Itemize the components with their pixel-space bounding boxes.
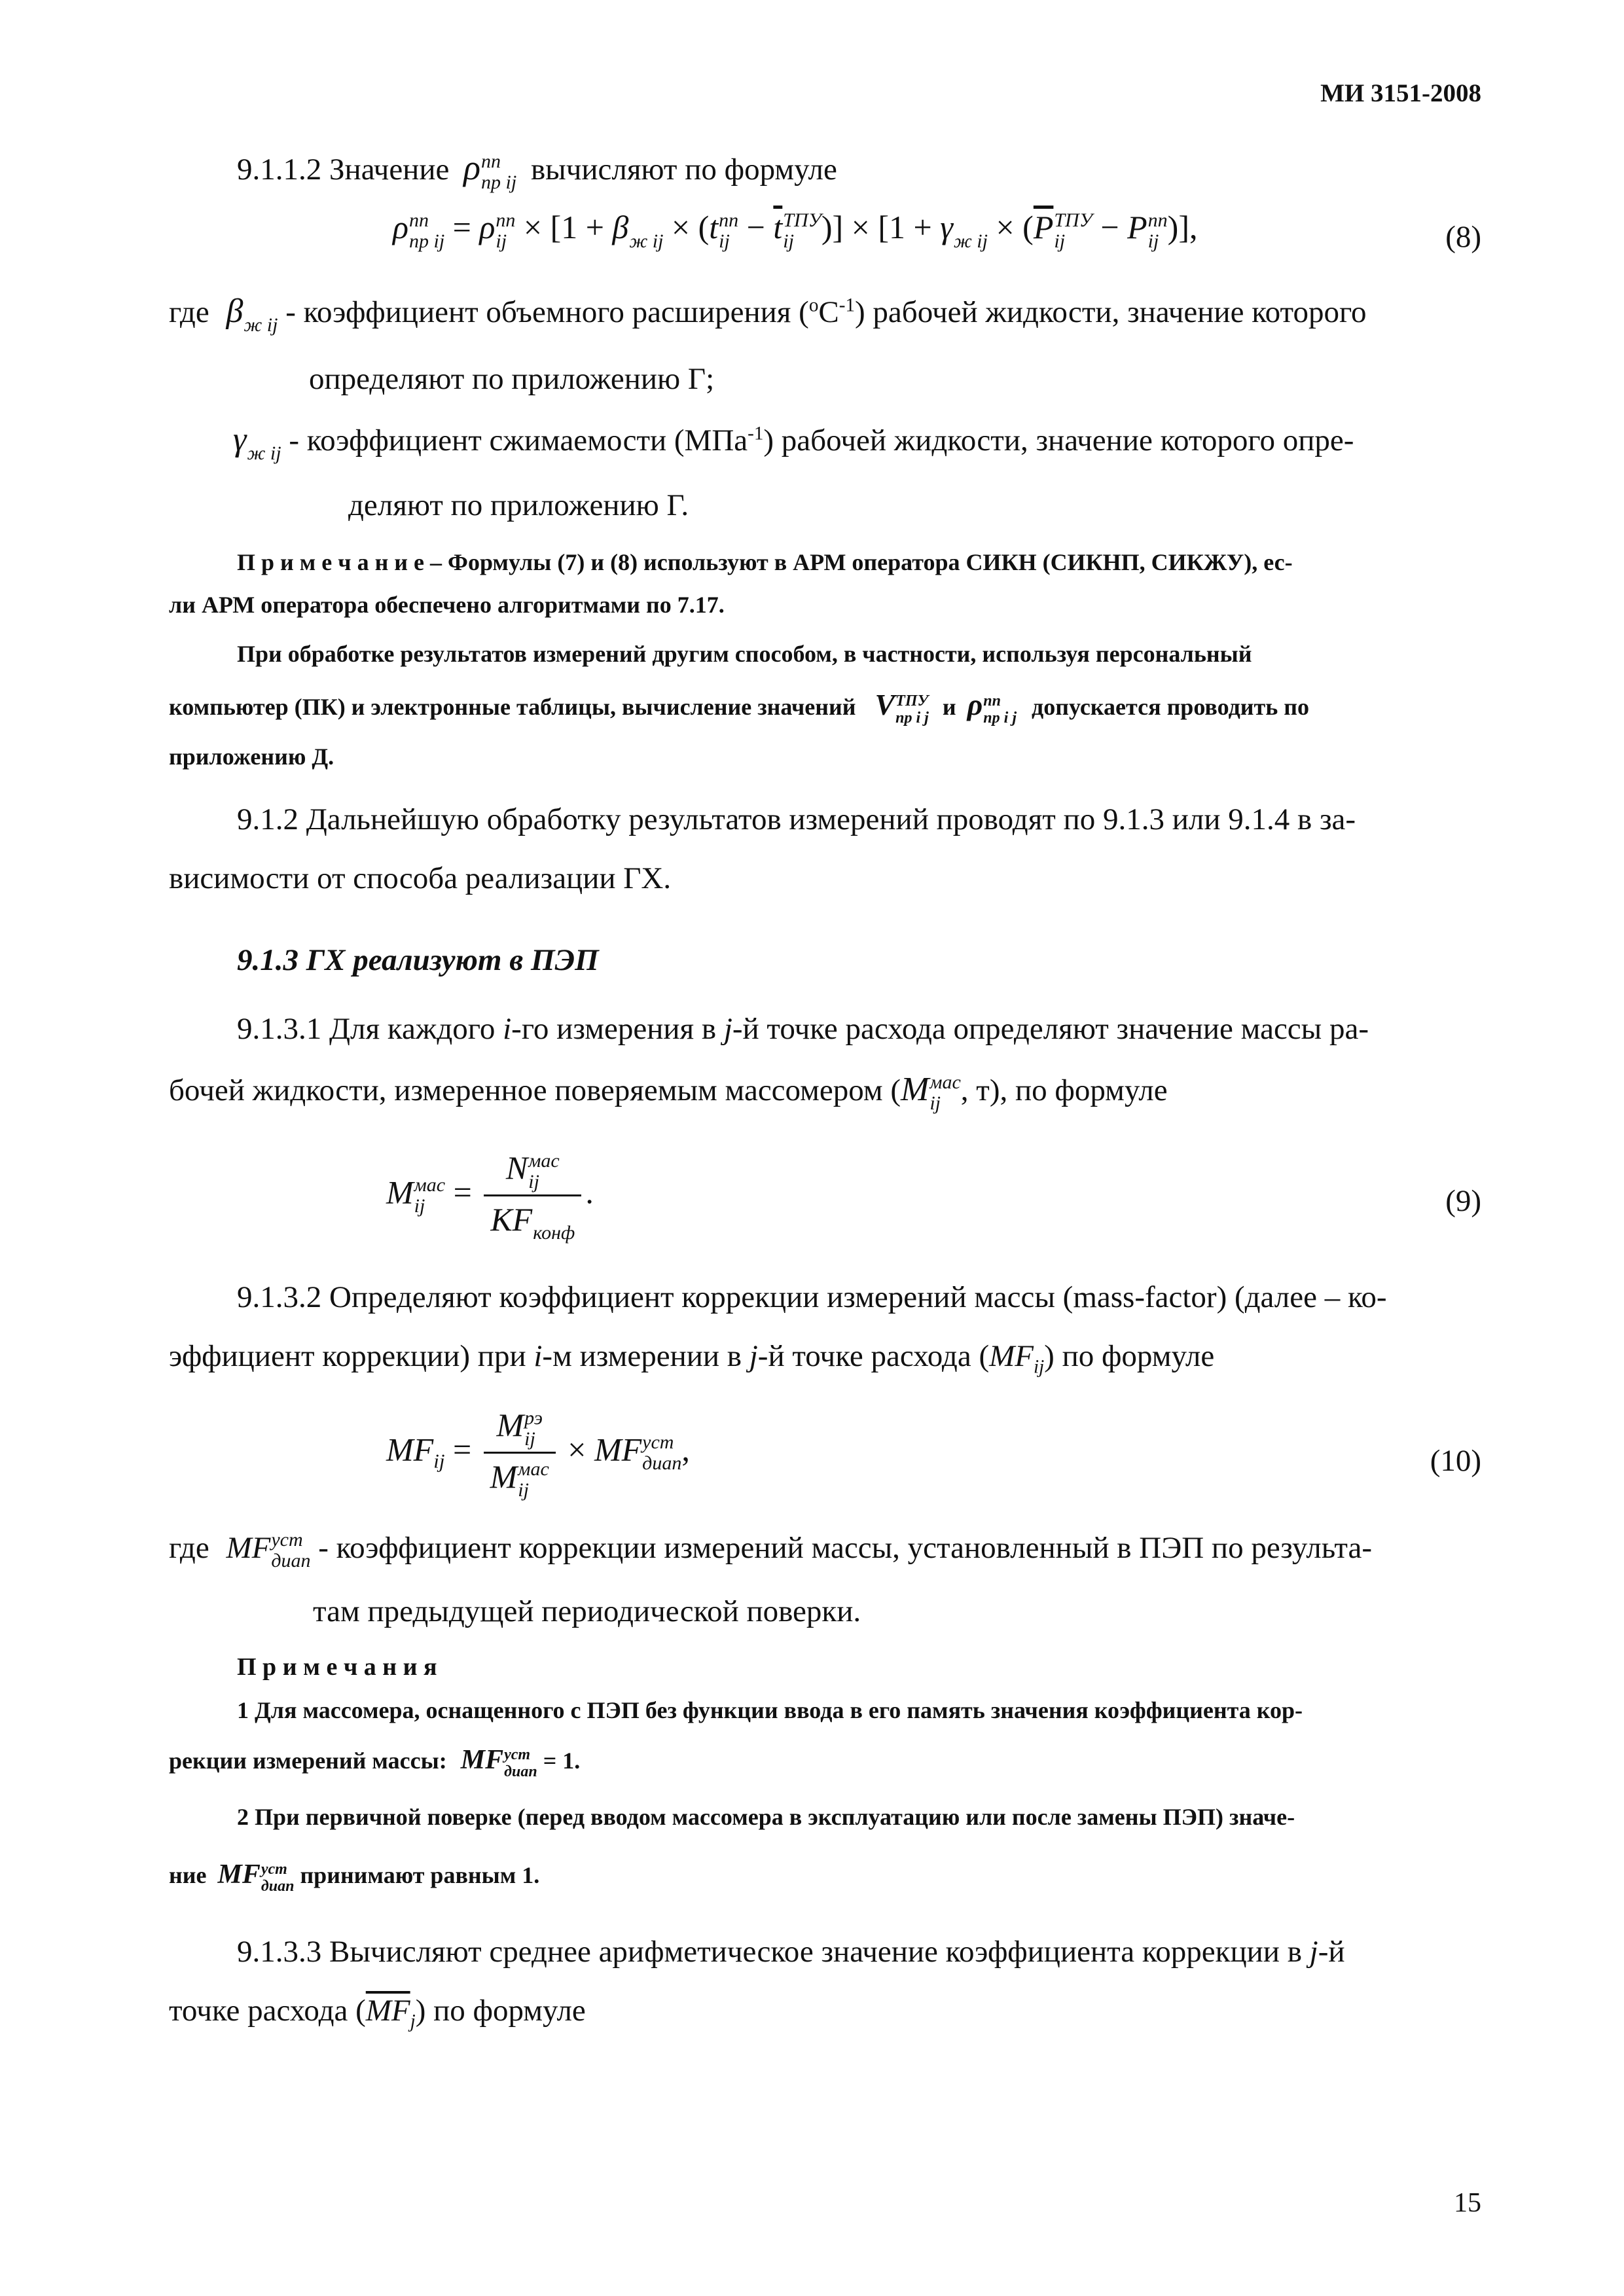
text-a: ние — [169, 1862, 207, 1888]
note2-1-line1: 1 Для массомера, оснащенного с ПЭП без функции ввода в его память значения коэффициента кор- — [237, 1697, 1303, 1723]
section-9-1-3-2-line2: эффициент коррекции) при i-м измерении в j-й точке расхода $(MF_{ij})$ по формуле — [169, 1339, 1215, 1378]
j-variable: j — [749, 1339, 758, 1373]
document-code: МИ 3151-2008 — [1320, 79, 1481, 107]
rho-note-sub: пр i j — [983, 709, 1017, 726]
where-gamma-line — [233, 420, 1354, 463]
rho-sub: пр ij — [481, 171, 517, 194]
f9-lhs: M — [386, 1174, 414, 1211]
beta-desc-b: ) рабочей жидкости, значение которого — [855, 295, 1367, 329]
mf-mean-sub: j — [410, 2011, 416, 2032]
mf-sup: уст — [261, 1860, 287, 1878]
formula-10-number: (10) — [1430, 1444, 1481, 1478]
text-b: , т), по формуле — [960, 1073, 1168, 1107]
text-b: принимают равным 1. — [300, 1862, 540, 1888]
f10-den: M — [490, 1458, 518, 1495]
beta-unit-sup: o — [808, 295, 819, 316]
mf-sup: уст — [271, 1529, 303, 1551]
note1-line1 — [237, 548, 1293, 576]
f9-fraction — [484, 1149, 581, 1243]
tail-text: вычисляют по формуле — [530, 152, 837, 187]
mf-sub: диап — [261, 1877, 295, 1895]
f9-den: KF — [490, 1200, 533, 1238]
and-word: и — [942, 694, 956, 720]
f10-num: M — [496, 1407, 524, 1443]
rho-symbol-note: ρ — [967, 688, 983, 721]
section-9-1-3-1-line1 — [237, 1011, 1369, 1047]
notes-heading: П р и м е ч а н и я — [237, 1653, 437, 1681]
text-b: по формуле — [433, 1994, 586, 2028]
beta-line-2: определяют по приложению Г; — [309, 362, 715, 396]
section-9-1-3-2-line1: 9.1.3.2 Определяют коэффициент коррекции измерений массы (mass-factor) (далее – ко- — [237, 1280, 1387, 1314]
v-sub: пр i j — [895, 709, 929, 726]
mf-desc-b: там предыдущей периодической поверки. — [313, 1594, 861, 1628]
section-9-1-1-2-line — [237, 147, 837, 192]
section-9-1-2-line1: 9.1.2 Дальнейшую обработку результатов измерений проводят по 9.1.3 или 9.1.4 в за- — [237, 802, 1356, 836]
f10-num-sup: рэ — [524, 1407, 543, 1429]
text-a: точке расхода — [169, 1994, 348, 2028]
text-b: -м измерении в — [542, 1339, 742, 1373]
f10-rhs-sup: уст — [642, 1431, 674, 1454]
text-b: -го измерения в — [511, 1012, 717, 1046]
beta-unit-mid: С — [818, 295, 839, 329]
m-symbol: M — [901, 1071, 929, 1108]
j-variable: j — [723, 1012, 732, 1046]
note1-line4 — [169, 687, 1309, 726]
mf-desc-a: - коэффициент коррекции измерений массы, установленный в ПЭП по результа- — [318, 1531, 1372, 1565]
f10-den-sub: ij — [518, 1479, 529, 1501]
text-b: -й — [1318, 1935, 1345, 1969]
f9-num: N — [505, 1149, 528, 1186]
mf-symbol: MF — [226, 1531, 271, 1565]
note1-line2: ли АРМ оператора обеспечено алгоритмами по 7.17. — [169, 592, 725, 618]
gamma-desc-b: ) рабочей жидкости, значение которого опре- — [763, 423, 1354, 457]
f9-num-sub: ij — [528, 1170, 539, 1193]
f10-fraction — [484, 1406, 556, 1500]
formula-8-number: (8) — [1445, 220, 1481, 254]
f9-lhs-sup: мас — [414, 1174, 446, 1196]
where-beta-line — [169, 292, 1367, 335]
formula-9-number: (9) — [1445, 1184, 1481, 1218]
text-a: рекции измерений массы: — [169, 1748, 447, 1774]
note1-line3: При обработке результатов измерений другим способом, в частности, используя персональный — [237, 641, 1252, 667]
section-9-1-3-1-line2 — [169, 1070, 1168, 1113]
mf-sub: диап — [504, 1763, 537, 1780]
lead-text: 9.1.1.2 Значение — [237, 152, 450, 187]
mf-sub: ij — [1033, 1356, 1045, 1378]
note1-line5: приложению Д. — [169, 744, 334, 770]
rho-sup: пп — [481, 151, 501, 173]
f10-den-sup: мас — [518, 1458, 549, 1480]
gamma-line-2: деляют по приложению Г. — [348, 488, 689, 522]
where-mf-line — [169, 1530, 1372, 1571]
v-sup: ТПУ — [895, 692, 929, 709]
beta-unit-sup2: -1 — [839, 295, 856, 316]
beta-sub: ж ij — [244, 314, 278, 336]
rho-symbol: ρ — [463, 148, 481, 187]
rho-note-sup: пп — [983, 692, 1001, 709]
f9-lhs-sub: ij — [414, 1195, 425, 1217]
formula-8: ρ пп пр ij = ρ пп ij × [1 + β ж ij × (t пп ij − $\overline{t}$ ТПУ ij )] × [1 + γ ж ij × ($\overline{P}$ ТПУ ij − P пп ij )], — [393, 209, 1198, 252]
m-sup: мас — [929, 1071, 961, 1094]
note1-text1: Формулы (7) и (8) используют в АРМ оператора СИКН (СИКНП, СИКЖУ), ес- — [448, 549, 1293, 575]
mf-symbol: MF — [217, 1859, 261, 1890]
i-variable: i — [533, 1339, 543, 1373]
mf-sub: диап — [271, 1550, 311, 1572]
gamma-desc-a: - коэффициент сжимаемости (МПа — [289, 423, 748, 457]
gamma-unit-sup: -1 — [748, 423, 764, 444]
f10-num-sub: ij — [524, 1427, 535, 1450]
beta-symbol: β — [226, 293, 244, 330]
section-9-1-3-heading: 9.1.3 ГХ реализуют в ПЭП — [237, 943, 599, 977]
text-c: -й точке расхода — [757, 1339, 971, 1373]
text-a: эффициент коррекции) при — [169, 1339, 526, 1373]
j-variable: j — [1309, 1935, 1318, 1969]
mf-mean-symbol: $\overline{MF}$ — [365, 1994, 410, 2028]
f10-lhs-sub: ij — [433, 1449, 445, 1473]
section-9-1-3-3-line2: точке расхода $(\overline{MF}_j)$ по формуле — [169, 1994, 586, 2032]
where-word: где — [169, 1531, 209, 1565]
text-a: 9.1.3.3 Вычисляют среднее арифметическое значение коэффициента коррекции в — [237, 1935, 1302, 1969]
note2-2-line2 — [169, 1859, 539, 1894]
section-9-1-3-3-line1 — [237, 1934, 1345, 1969]
formula-9: M мас ij = N мас ij KF конф . — [386, 1149, 594, 1244]
note1-label: П р и м е ч а н и е – — [237, 549, 442, 575]
text-a: бочей жидкости, измеренное поверяемым массомером ( — [169, 1073, 901, 1107]
mf-symbol: MF — [460, 1745, 504, 1775]
gamma-symbol: γ — [233, 421, 247, 458]
text-c: -й точке расхода определяют значение массы ра- — [732, 1012, 1369, 1046]
f10-rhs: MF — [594, 1431, 642, 1468]
f9-num-sup: мас — [528, 1149, 560, 1172]
mf-symbol: MF — [989, 1339, 1034, 1373]
f9-den-sub: конф — [533, 1222, 575, 1244]
f10-lhs: MF — [386, 1431, 434, 1468]
beta-desc-a: - коэффициент объемного расширения ( — [285, 295, 809, 329]
note1-text4a: компьютер (ПК) и электронные таблицы, вычисление значений — [169, 694, 856, 720]
equals-one: = 1. — [543, 1748, 581, 1774]
where-word: где — [169, 295, 209, 329]
gamma-sub: ж ij — [247, 442, 281, 465]
text-a: 9.1.3.1 Для каждого — [237, 1012, 496, 1046]
i-variable: i — [503, 1012, 512, 1046]
m-sub: ij — [929, 1092, 941, 1115]
formula-10: $MF_{ij}$ = M рэ ij M мас ij × MF уст диап , — [386, 1407, 690, 1501]
mf-sup: уст — [504, 1746, 531, 1763]
section-9-1-2-line2: висимости от способа реализации ГХ. — [169, 861, 672, 895]
note2-1-line2 — [169, 1744, 580, 1780]
note2-2-line1: 2 При первичной поверке (перед вводом массомера в эксплуатацию или после замены ПЭП) значе- — [237, 1804, 1295, 1830]
v-symbol: V — [875, 688, 895, 721]
note1-text4b: допускается проводить по — [1031, 694, 1310, 720]
page-number: 15 — [1454, 2188, 1481, 2218]
f10-rhs-sub: диап — [642, 1452, 682, 1475]
text-d: по формуле — [1062, 1339, 1215, 1373]
